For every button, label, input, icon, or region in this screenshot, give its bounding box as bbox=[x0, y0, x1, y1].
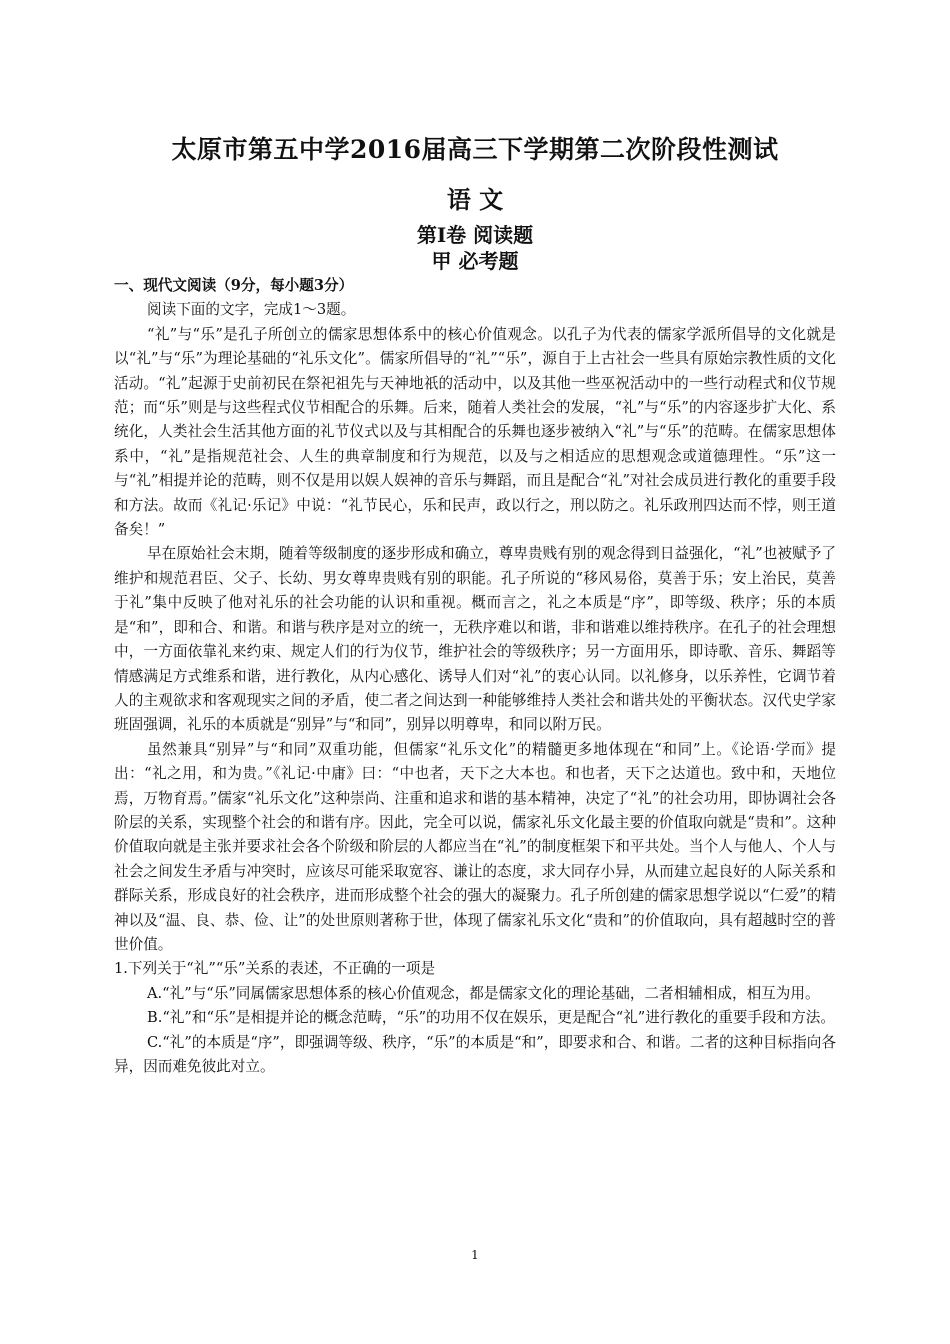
page-number: 1 bbox=[471, 1248, 479, 1262]
question-option-b: B.“礼”和“乐”是相提并论的概念范畴，“乐”的功用不仅在娱乐，更是配合“礼”进行教化的重要手段和方法。 bbox=[147, 1009, 835, 1027]
passage-paragraph: 虽然兼具“别异”与“和同”双重功能，但儒家“礼乐文化”的精髓更多地体现在“和同”上。《论语·学而》提出：“礼之用，和为贵。”《礼记·中庸》曰：“中也者，天下之大本也。和也者，天下之达道也。致中和，天地位焉，万物育焉。”儒家“礼乐文化”这种崇尚、注重和追求和谐的基本精神，决定了“礼”的社会功用，即协调社会各阶层的关系，实现整个社会的和谐有序。因此，完全可以说，儒家礼乐文化最主要的价值取向就是“贵和”。这种价值取向就是主张并要求社会各个阶级和阶层的人都应当在“礼”的制度框架下和平共处。当个人与他人、个人与社会之间发生矛盾与冲突时，应该尽可能采取宽容、谦让的态度，求大同存小异，从而建立起良好的人际关系和群际关系，形成良好的社会秩序，进而形成整个社会的强大的凝聚力。孔子所创建的儒家思想学说以“仁爱”的精神以及“温、良、恭、俭、让”的处世原则著称于世，体现了儒家礼乐文化“贵和”的价值取向，具有超越时空的普世价值。 bbox=[114, 740, 836, 953]
exam-title: 太原市第五中学2016届高三下学期第二次阶段性测试 bbox=[171, 135, 779, 164]
subject-title: 语 文 bbox=[446, 185, 504, 214]
reading-instruction: 阅读下面的文字，完成1～3题。 bbox=[147, 301, 356, 319]
section-heading: 一、现代文阅读（9分，每小题3分） bbox=[114, 277, 354, 294]
question-option-c: C.“礼”的本质是“序”，即强调等级、秩序，“乐”的本质是“和”，即要求和合、和谐。二者的这种目标指向各异，因而难免彼此对立。 bbox=[114, 1033, 836, 1075]
part-title: 甲 必考题 bbox=[431, 249, 519, 273]
question-option-a: A.“礼”与“乐”同属儒家思想体系的核心价值观念，都是儒家文化的理论基础，二者相辅相成，相互为用。 bbox=[147, 984, 820, 1002]
passage-paragraph: 早在原始社会末期，随着等级制度的逐步形成和确立，尊卑贵贱有别的观念得到日益强化，“礼”也被赋予了维护和规范君臣、父子、长幼、男女尊卑贵贱有别的职能。孔子所说的“移风易俗，莫善于乐；安上治民，莫善于礼”集中反映了他对礼乐的社会功能的认识和重视。概而言之，礼之本质是“序”，即等级、秩序；乐的本质是“和”，即和合、和谐。和谐与秩序是对立的统一，无秩序难以和谐，非和谐难以维持秩序。在孔子的社会理想中，一方面依靠礼来约束、规定人们的行为仪节，维护社会的等级秩序；另一方面用乐，即诗歌、音乐、舞蹈等情感满足方式维系和谐，进行教化，从内心感化、诱导人们对“礼”的衷心认同。以礼修身，以乐养性，它调节着人的主观欲求和客观现实之间的矛盾，使二者之间达到一种能够维持人类社会和谐共处的平衡状态。汉代史学家班固强调，礼乐的本质就是“别异”与“和同”，别异以明尊卑，和同以附万民。 bbox=[114, 545, 836, 734]
passage-paragraph: “礼”与“乐”是孔子所创立的儒家思想体系中的核心价值观念。以孔子为代表的儒家学派所倡导的文化就是以“礼”与“乐”为理论基础的“礼乐文化”。儒家所倡导的“礼”“乐”，源自于上古社会一些具有原始宗教性质的文化活动。“礼”起源于史前初民在祭祀祖先与天神地祇的活动中，以及其他一些巫祝活动中的一些行动程式和仪节规范；而“乐”则是与这些程式仪节相配合的乐舞。后来，随着人类社会的发展，“礼”与“乐”的内容逐步扩大化、系统化，人类社会生活其他方面的礼节仪式以及与其相配合的乐舞也逐步被纳入“礼”与“乐”的范畴。在儒家思想体系中，“礼”是指规范社会、人生的典章制度和行为规范，以及与之相适应的思想观念或道德理性。“乐”这一与“礼”相提并论的范畴，则不仅是用以娱人娱神的音乐与舞蹈，而且是配合“礼”对社会成员进行教化的重要手段和方法。故而《礼记·乐记》中说：“礼节民心，乐和民声，政以行之，刑以防之。礼乐政刑四达而不悖，则王道备矣！” bbox=[114, 325, 836, 539]
body-content bbox=[114, 274, 836, 1079]
volume-title: 第Ⅰ卷 阅读题 bbox=[416, 223, 534, 247]
question-stem: 1.下列关于“礼”“乐”关系的表述，不正确的一项是 bbox=[114, 960, 436, 978]
